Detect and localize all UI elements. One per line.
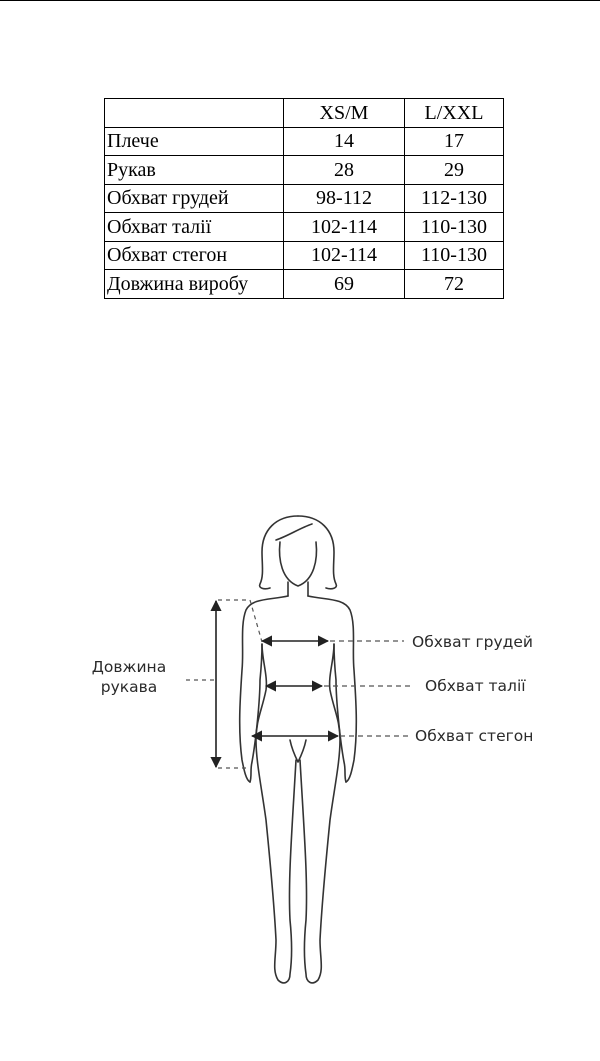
- cell-l-xxl: 110-130: [405, 213, 504, 242]
- cell-xs-m: 14: [284, 127, 405, 156]
- cell-xs-m: 28: [284, 156, 405, 185]
- table-header-row: [105, 99, 504, 128]
- cell-xs-m: 98-112: [284, 184, 405, 213]
- sleeve-length-label-line2: рукава: [100, 678, 158, 696]
- waist-label: Обхват талії: [425, 677, 526, 695]
- header-l-xxl: L/XXL: [405, 99, 504, 128]
- female-silhouette-icon: [240, 516, 357, 983]
- table-row: [105, 127, 504, 156]
- top-divider: [0, 0, 600, 1]
- chest-label: Обхват грудей: [412, 633, 534, 651]
- sleeve-length-label-line1: Довжина: [91, 658, 167, 676]
- cell-l-xxl: 112-130: [405, 184, 504, 213]
- table-row: [105, 213, 504, 242]
- cell-l-xxl: 72: [405, 270, 504, 299]
- body-measurement-diagram: [0, 500, 600, 1000]
- row-label: Обхват грудей: [105, 184, 284, 213]
- row-label: Довжина виробу: [105, 270, 284, 299]
- cell-xs-m: 69: [284, 270, 405, 299]
- cell-xs-m: 102-114: [284, 241, 405, 270]
- table-row: [105, 184, 504, 213]
- header-xs-m: XS/M: [284, 99, 405, 128]
- cell-xs-m: 102-114: [284, 213, 405, 242]
- hips-label: Обхват стегон: [415, 727, 534, 745]
- cell-l-xxl: 17: [405, 127, 504, 156]
- measurement-lines: [186, 600, 414, 768]
- header-empty-cell: [105, 99, 284, 128]
- row-label: Рукав: [105, 156, 284, 185]
- table-row: [105, 270, 504, 299]
- row-label: Плече: [105, 127, 284, 156]
- table-row: [105, 241, 504, 270]
- table-row: [105, 156, 504, 185]
- size-chart-table: [104, 98, 504, 299]
- row-label: Обхват стегон: [105, 241, 284, 270]
- row-label: Обхват талії: [105, 213, 284, 242]
- cell-l-xxl: 110-130: [405, 241, 504, 270]
- cell-l-xxl: 29: [405, 156, 504, 185]
